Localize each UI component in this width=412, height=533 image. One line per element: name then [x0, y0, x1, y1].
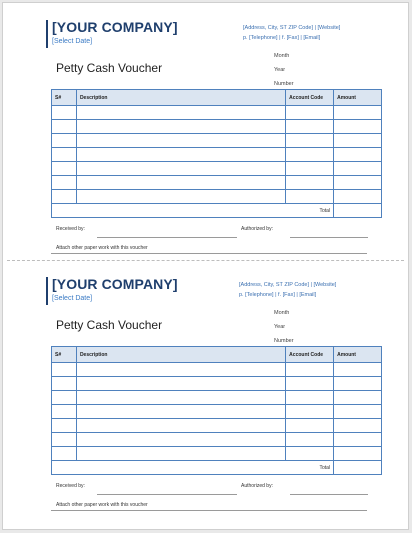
company-accent-bar	[46, 20, 48, 48]
table-cell[interactable]	[76, 106, 285, 120]
table-cell[interactable]	[286, 120, 334, 134]
table-cell[interactable]	[76, 148, 285, 162]
authorized-by-line[interactable]	[290, 237, 368, 238]
table-cell[interactable]	[76, 405, 285, 419]
column-header-amount: Amount	[334, 90, 382, 106]
table-cell[interactable]	[52, 447, 77, 461]
table-cell[interactable]	[334, 106, 382, 120]
table-cell[interactable]	[52, 148, 77, 162]
table-cell[interactable]	[52, 134, 77, 148]
table-cell[interactable]	[286, 148, 334, 162]
column-header-description: Description	[76, 347, 285, 363]
received-by-line[interactable]	[97, 237, 237, 238]
table-cell[interactable]	[334, 391, 382, 405]
table-row	[52, 377, 382, 391]
table-cell[interactable]	[334, 176, 382, 190]
company-name[interactable]: [YOUR COMPANY]	[52, 276, 178, 292]
company-address-block	[243, 23, 340, 43]
cut-line-divider	[7, 260, 404, 261]
table-cell[interactable]	[52, 419, 77, 433]
table-cell[interactable]	[76, 391, 285, 405]
received-by-label: Received by:	[56, 483, 85, 489]
total-label: Total	[52, 204, 334, 218]
table-cell[interactable]	[76, 120, 285, 134]
table-cell[interactable]	[334, 162, 382, 176]
total-label: Total	[52, 461, 334, 475]
table-cell[interactable]	[334, 377, 382, 391]
table-header-row	[52, 347, 382, 363]
table-row	[52, 433, 382, 447]
table-row	[52, 391, 382, 405]
total-amount-cell[interactable]	[334, 204, 382, 218]
table-cell[interactable]	[76, 162, 285, 176]
table-cell[interactable]	[76, 363, 285, 377]
table-header-row	[52, 90, 382, 106]
voucher-items-table	[51, 346, 382, 475]
table-row	[52, 162, 382, 176]
authorized-by-label: Authorized by:	[241, 226, 273, 232]
table-cell[interactable]	[286, 391, 334, 405]
year-label: Year	[274, 67, 286, 73]
contact-line[interactable]: p. [Telephone] | f. [Fax] | [Email]	[239, 292, 317, 298]
table-cell[interactable]	[334, 419, 382, 433]
table-cell[interactable]	[334, 433, 382, 447]
table-cell[interactable]	[286, 134, 334, 148]
table-cell[interactable]	[286, 419, 334, 433]
table-row	[52, 419, 382, 433]
table-cell[interactable]	[334, 405, 382, 419]
attach-note: Attach other paper work with this voucher	[56, 245, 148, 251]
table-cell[interactable]	[52, 176, 77, 190]
table-row	[52, 405, 382, 419]
table-row	[52, 134, 382, 148]
received-by-line[interactable]	[97, 494, 237, 495]
table-cell[interactable]	[286, 377, 334, 391]
address-line[interactable]: [Address, City, ST ZIP Code] | [Website]	[243, 25, 341, 31]
table-cell[interactable]	[52, 391, 77, 405]
table-cell[interactable]	[334, 148, 382, 162]
table-cell[interactable]	[76, 377, 285, 391]
column-header-description: Description	[76, 90, 285, 106]
table-cell[interactable]	[286, 433, 334, 447]
table-cell[interactable]	[286, 190, 334, 204]
table-cell[interactable]	[334, 120, 382, 134]
column-header-account-code: Account Code	[286, 347, 334, 363]
table-row	[52, 148, 382, 162]
table-row	[52, 363, 382, 377]
table-cell[interactable]	[286, 447, 334, 461]
attach-note-line	[51, 253, 367, 254]
attach-note-line	[51, 510, 367, 511]
number-label: Number	[274, 338, 294, 344]
received-by-label: Received by:	[56, 226, 85, 232]
table-row	[52, 106, 382, 120]
table-cell[interactable]	[334, 190, 382, 204]
address-line[interactable]: [Address, City, ST ZIP Code] | [Website]	[239, 282, 337, 288]
table-cell[interactable]	[334, 134, 382, 148]
number-label: Number	[274, 81, 294, 87]
column-header-account-code: Account Code	[286, 90, 334, 106]
table-cell[interactable]	[76, 419, 285, 433]
table-cell[interactable]	[52, 106, 77, 120]
table-cell[interactable]	[76, 190, 285, 204]
total-row	[52, 461, 382, 475]
total-row	[52, 204, 382, 218]
company-accent-bar	[46, 277, 48, 305]
table-cell[interactable]	[76, 447, 285, 461]
attach-note: Attach other paper work with this voucher	[56, 502, 148, 508]
table-cell[interactable]	[52, 363, 77, 377]
table-row	[52, 447, 382, 461]
column-header-sn: S#	[52, 90, 77, 106]
column-header-amount: Amount	[334, 347, 382, 363]
table-cell[interactable]	[286, 405, 334, 419]
voucher-meta	[274, 306, 294, 348]
voucher-meta	[274, 49, 294, 91]
table-cell[interactable]	[286, 106, 334, 120]
table-cell[interactable]	[52, 162, 77, 176]
table-cell[interactable]	[76, 134, 285, 148]
select-date-field[interactable]: [Select Date]	[52, 295, 93, 302]
table-cell[interactable]	[334, 447, 382, 461]
table-row	[52, 120, 382, 134]
company-address-block	[239, 280, 336, 300]
table-cell[interactable]	[76, 433, 285, 447]
table-cell[interactable]	[52, 405, 77, 419]
table-row	[52, 190, 382, 204]
total-amount-cell[interactable]	[334, 461, 382, 475]
table-cell[interactable]	[52, 377, 77, 391]
month-label: Month	[274, 53, 290, 59]
table-cell[interactable]	[286, 363, 334, 377]
voucher-title: Petty Cash Voucher	[56, 61, 163, 75]
year-label: Year	[274, 324, 286, 330]
table-row	[52, 176, 382, 190]
document-page	[2, 2, 409, 530]
voucher-items-table	[51, 89, 382, 218]
month-label: Month	[274, 310, 290, 316]
table-cell[interactable]	[286, 162, 334, 176]
table-cell[interactable]	[52, 433, 77, 447]
table-cell[interactable]	[52, 120, 77, 134]
column-header-sn: S#	[52, 347, 77, 363]
authorized-by-label: Authorized by:	[241, 483, 273, 489]
voucher-title: Petty Cash Voucher	[56, 318, 163, 332]
company-name[interactable]: [YOUR COMPANY]	[52, 19, 178, 35]
table-cell[interactable]	[76, 176, 285, 190]
authorized-by-line[interactable]	[290, 494, 368, 495]
select-date-field[interactable]: [Select Date]	[52, 38, 93, 45]
table-cell[interactable]	[52, 190, 77, 204]
table-cell[interactable]	[334, 363, 382, 377]
contact-line[interactable]: p. [Telephone] | f. [Fax] | [Email]	[243, 35, 321, 41]
table-cell[interactable]	[286, 176, 334, 190]
